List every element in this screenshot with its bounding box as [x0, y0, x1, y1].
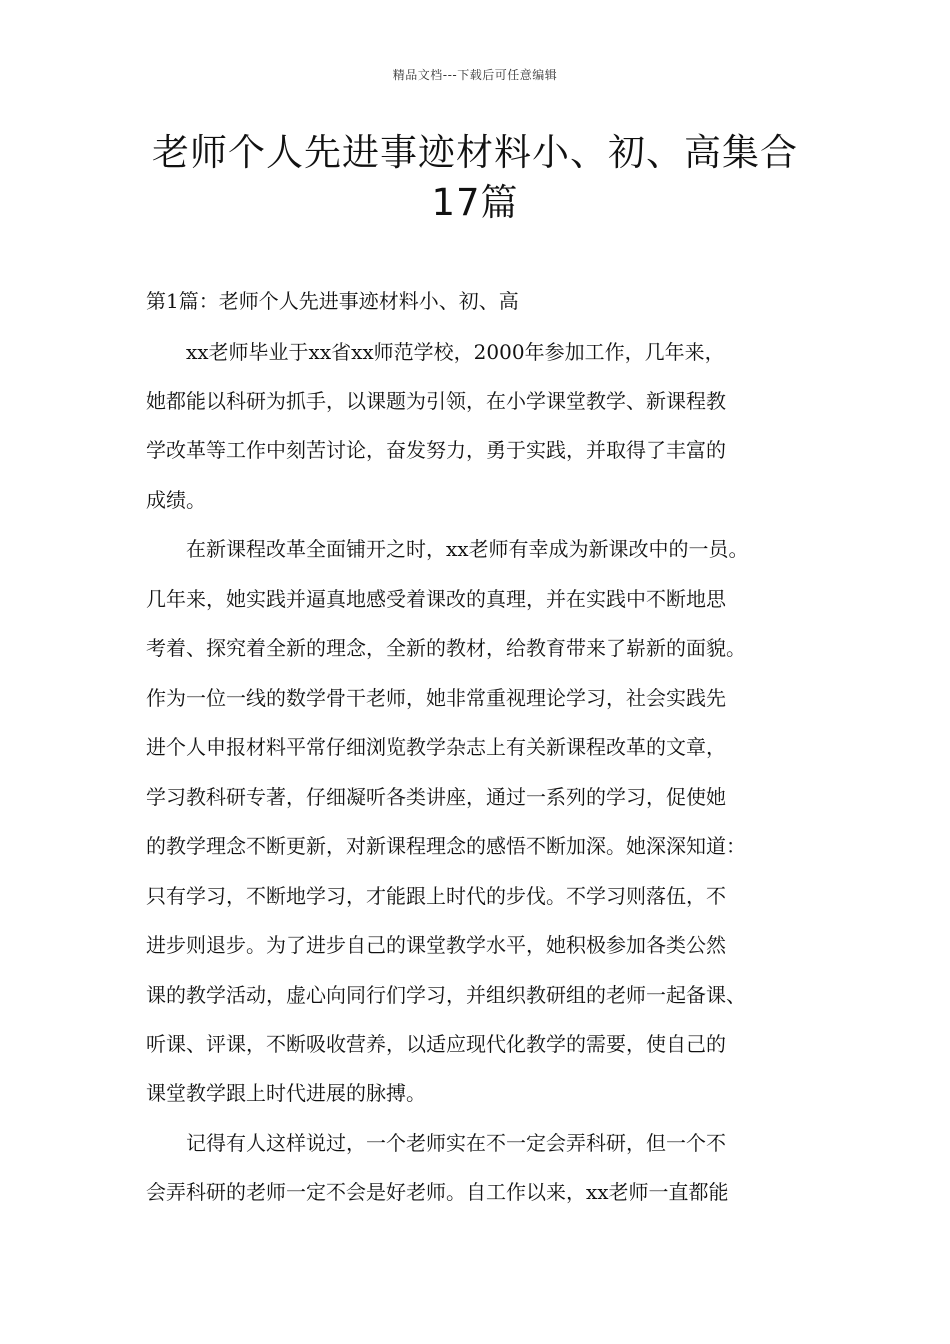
title-line-1: 老师个人先进事迹材料小、初、高集合: [152, 131, 798, 174]
body-line: 成绩。: [146, 488, 206, 512]
body-line: 在新课程改革全面铺开之时，xx老师有幸成为新课改中的一员。: [146, 537, 749, 561]
document-title: [120, 128, 830, 228]
body-line: 学改革等工作中刻苦讨论，奋发努力，勇于实践，并取得了丰富的: [146, 438, 726, 462]
body-line: 听课、评课，不断吸收营养，以适应现代化教学的需要，使自己的: [146, 1032, 726, 1056]
body-line: 作为一位一线的数学骨干老师，她非常重视理论学习，社会实践先: [146, 686, 726, 710]
section-heading: 第1篇：老师个人先进事迹材料小、初、高: [146, 289, 519, 313]
body-line: 只有学习，不断地学习，才能跟上时代的步伐。不学习则落伍，不: [146, 884, 726, 908]
body-line: 学习教科研专著，仔细凝听各类讲座，通过一系列的学习，促使她: [146, 785, 726, 809]
body-line: 考着、探究着全新的理念，全新的教材，给教育带来了崭新的面貌。: [146, 636, 746, 660]
body-line: 她都能以科研为抓手，以课题为引领，在小学课堂教学、新课程教: [146, 389, 726, 413]
body-line: 的教学理念不断更新，对新课程理念的感悟不断加深。她深深知道：: [146, 834, 746, 858]
body-line: 进个人申报材料平常仔细浏览教学杂志上有关新课程改革的文章，: [146, 735, 726, 759]
body-line: 记得有人这样说过，一个老师实在不一定会弄科研，但一个不: [146, 1131, 726, 1155]
header-note: 精品文档---下载后可任意编辑: [392, 68, 558, 82]
body-line: 会弄科研的老师一定不会是好老师。自工作以来，xx老师一直都能: [146, 1180, 729, 1204]
body-line: 课的教学活动，虚心向同行们学习，并组织教研组的老师一起备课、: [146, 983, 746, 1007]
body-line: xx老师毕业于xx省xx师范学校，2000年参加工作，几年来，: [146, 340, 725, 364]
body-line: 课堂教学跟上时代进展的脉搏。: [146, 1081, 426, 1105]
body-line: 几年来，她实践并逼真地感受着课改的真理，并在实践中不断地思: [146, 587, 726, 611]
body-line: 进步则退步。为了进步自己的课堂教学水平，她积极参加各类公然: [146, 933, 726, 957]
title-line-2: 17篇: [431, 181, 519, 224]
